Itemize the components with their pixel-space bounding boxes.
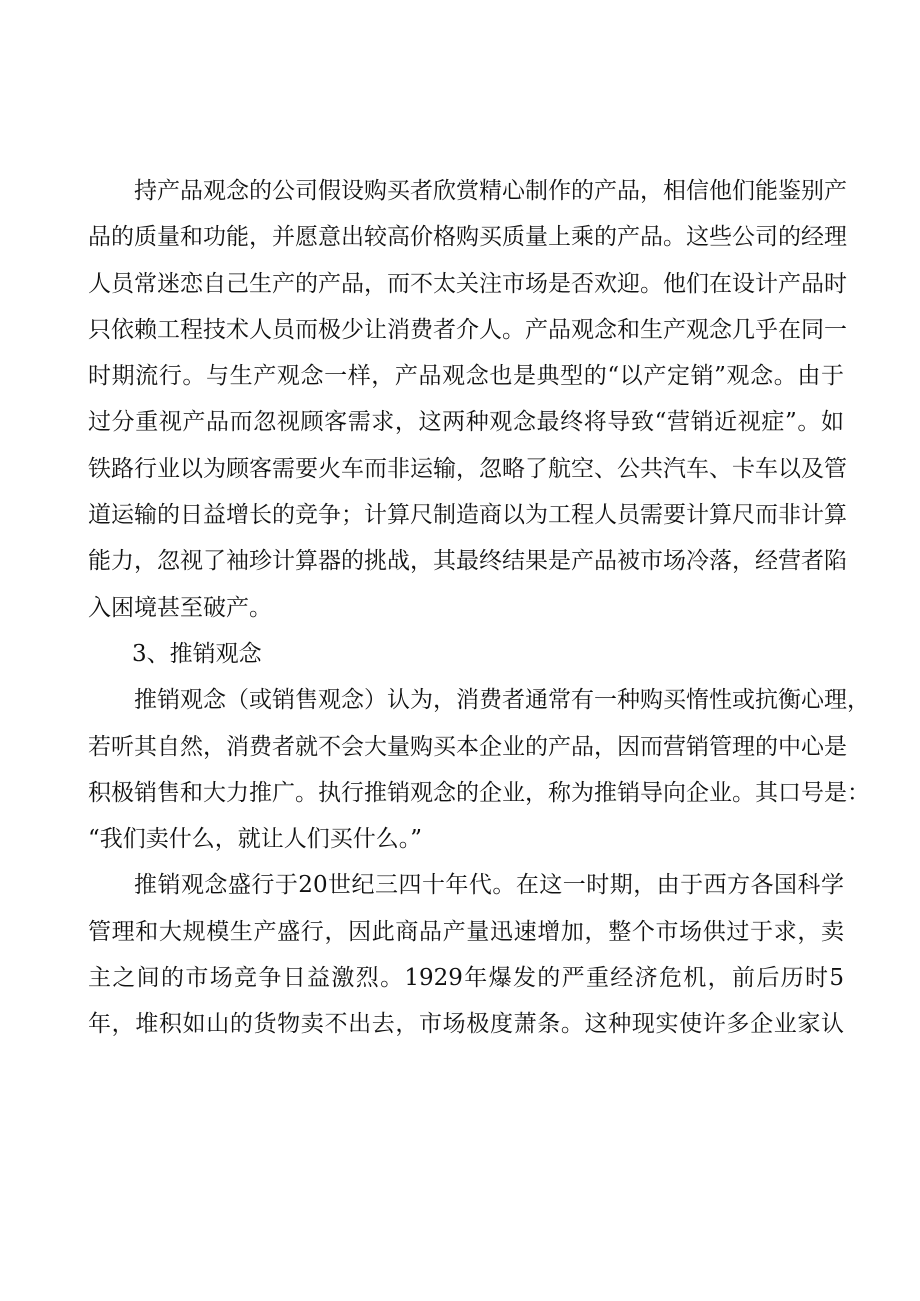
text-line: 管理和大规模生产盛行，因此商品产量迅速增加，整个市场供过于求，卖 [88, 918, 844, 945]
document-body [88, 168, 870, 1048]
text-line: 入困境甚至破产。 [88, 594, 272, 621]
text-line: 推销观念盛行于20世纪三四十年代。在这一时期，由于西方各国科学 [134, 872, 844, 899]
text-line: 时期流行。与生产观念一样，产品观念也是典型的“以产定销”观念。由于 [88, 363, 844, 390]
text-line: 持产品观念的公司假设购买者欣赏精心制作的产品，相信他们能鉴别产 [134, 178, 847, 204]
paragraph-selling-concept [88, 677, 870, 862]
section-heading: 3、推销观念 [132, 640, 262, 667]
paragraph-selling-history [88, 862, 844, 1047]
paragraph-product-concept [88, 168, 847, 631]
text-line: 能力，忽视了袖珍计算器的挑战，其最终结果是产品被市场冷落，经营者陷 [88, 548, 847, 575]
text-line: 年，堆积如山的货物卖不出去，市场极度萧条。这种现实使许多企业家认 [88, 1011, 844, 1038]
text-line: 过分重视产品而忽视顾客需求，这两种观念最终将导致“营销近视症”。如 [88, 409, 844, 436]
text-line: “我们卖什么，就让人们买什么。” [88, 826, 423, 853]
text-line: 若听其自然，消费者就不会大量购买本企业的产品，因而营销管理的中心是 [88, 733, 847, 760]
text-line: 道运输的日益增长的竞争；计算尺制造商以为工程人员需要计算尺而非计算 [88, 502, 847, 529]
text-line: 只依赖工程技术人员而极少让消费者介人。产品观念和生产观念几乎在同一 [88, 316, 847, 343]
text-line: 铁路行业以为顾客需要火车而非运输，忽略了航空、公共汽车、卡车以及管 [88, 455, 847, 482]
text-line: 品的质量和功能，并愿意出较高价格购买质量上乘的产品。这些公司的经理 [88, 224, 847, 251]
text-line: 人员常迷恋自己生产的产品，而不太关注市场是否欢迎。他们在设计产品时 [88, 270, 847, 297]
text-line: 主之间的市场竞争日益激烈。1929年爆发的严重经济危机，前后历时5 [88, 965, 844, 992]
text-line: 积极销售和大力推广。执行推销观念的企业，称为推销导向企业。其口号是： [88, 779, 870, 806]
text-line: 推销观念（或销售观念）认为，消费者通常有一种购买惰性或抗衡心理， [134, 687, 870, 714]
